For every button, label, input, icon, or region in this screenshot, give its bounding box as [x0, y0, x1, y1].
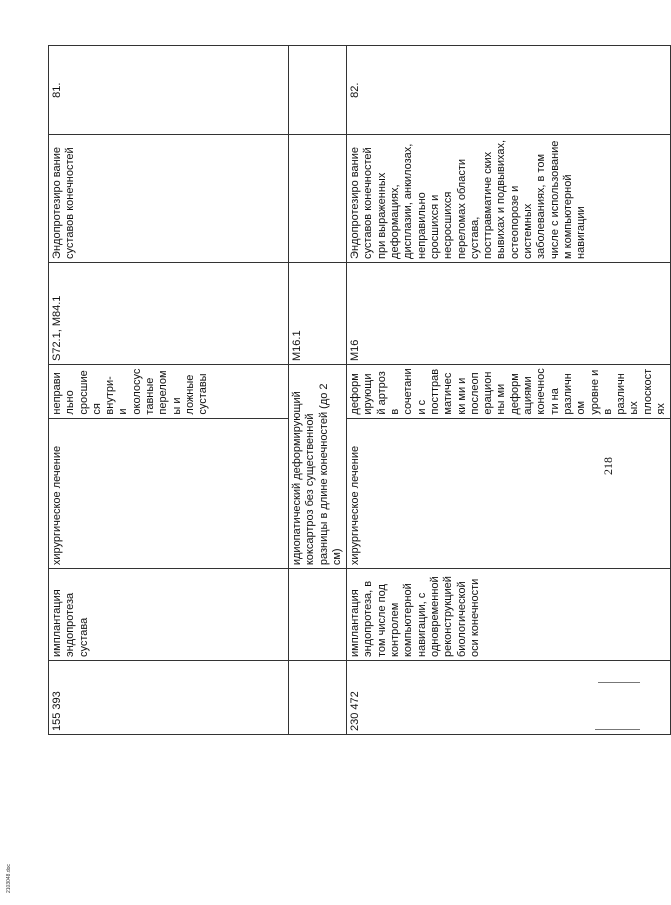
model-cell	[49, 365, 289, 419]
name-cell	[289, 135, 347, 263]
sub-code-cell: M16.1	[289, 262, 347, 364]
codes-cell: M16	[347, 262, 671, 364]
method-cell	[289, 569, 347, 661]
method-cell: имплантация эндопротеза, в том числе под контролем компьютерной навигации, с одновременной реконструкцией биологической оси конечности	[347, 569, 671, 661]
model-text: неправильно сросшиеся внутри- и околосуставные переломы и ложные суставы	[51, 368, 210, 415]
treatment-cell: хирургическое лечение	[49, 418, 289, 569]
name-cell: Эндопротезиро вание суставов конечностей	[49, 135, 289, 263]
number-cell	[289, 46, 347, 135]
number-cell: 81.	[49, 46, 289, 135]
price-cell: 230 472	[347, 661, 671, 735]
treatment-cell: хирургическое лечение	[347, 418, 671, 569]
price-cell	[289, 661, 347, 735]
sub-model-cell: идиопатический деформирующий коксартроз без существенной разницы в длине конечностей (до 2 см)	[289, 365, 347, 569]
table-row	[347, 46, 671, 735]
codes-cell: S72.1, M84.1	[49, 262, 289, 364]
price-cell: 155 393	[49, 661, 289, 735]
method-cell: имплантация эндопротеза сустава	[49, 569, 289, 661]
model-cell: деформирующий артроз в сочетании с посттравматически ми и послеоперационны ми деформациями конечности на различном уровне и в различных плоскостях	[347, 365, 671, 419]
page-number: 218	[601, 457, 615, 475]
table-row	[49, 46, 289, 735]
filename-label: 2103048.doc	[6, 864, 12, 893]
table-subrow	[289, 46, 347, 735]
number-cell: 82.	[347, 46, 671, 135]
name-cell: Эндопротезиро вание суставов конечностей при выраженных деформациях, дисплазии, анкилозах, неправильно сросшихся и несросшихся переломах области сустава, посттравматиче ских вывихах и подвывихах, остеопорозе и системных заболеваниях, в том числе с использование м компьютерной навигации	[347, 135, 671, 263]
